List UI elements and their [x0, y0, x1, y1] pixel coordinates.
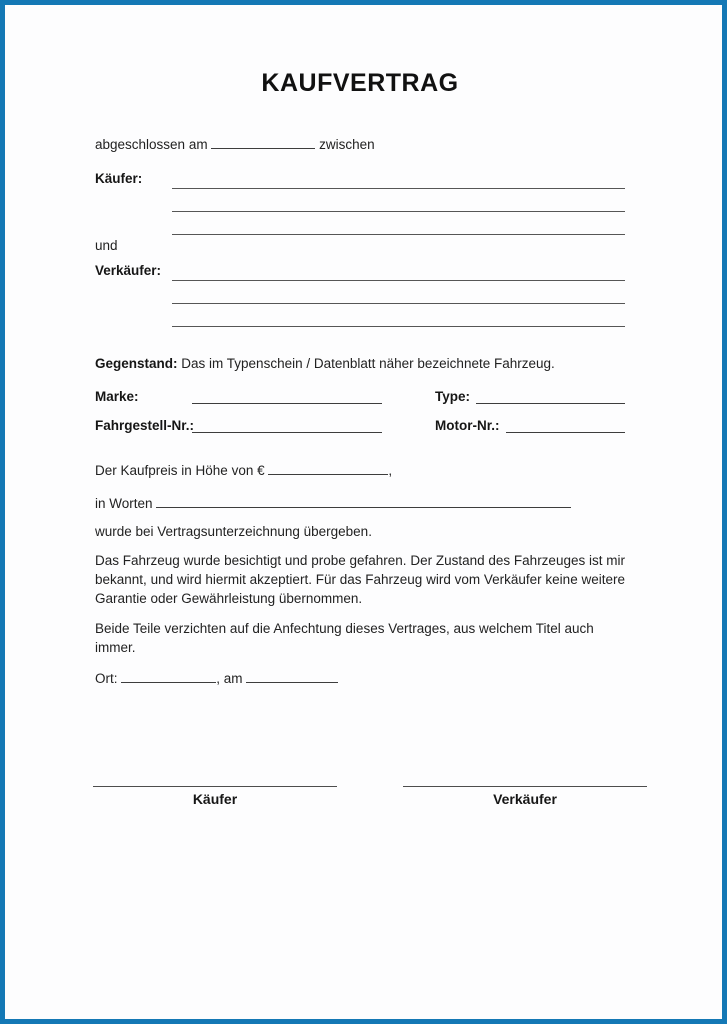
subject-label: Gegenstand: [95, 356, 178, 371]
seller-row-1 [95, 258, 625, 281]
subject-line [95, 355, 625, 373]
buyer-fill-line-3 [172, 211, 625, 235]
marke-label: Marke: [95, 389, 139, 404]
document-title: KAUFVERTRAG [261, 69, 459, 97]
vehicle-row-marke-type [95, 387, 625, 404]
buyer-signature-line [93, 786, 337, 787]
buyer-section [95, 166, 625, 235]
price-in-words-line [95, 494, 625, 512]
connector-text: und [95, 238, 118, 253]
subject-text: Das im Typenschein / Datenblatt näher bezeichnete Fahrzeug. [181, 356, 555, 371]
buyer-fill-line-1 [172, 165, 625, 189]
seller-row-2 [95, 281, 625, 304]
motor-label: Motor-Nr.: [435, 418, 500, 433]
price-text-before: Der Kaufpreis in Höhe von € [95, 463, 265, 478]
waiver-clause: Beide Teile verzichten auf die Anfechtung dieses Vertrages, aus welchem Titel auch immer. [95, 621, 594, 655]
buyer-signature-label: Käufer [192, 791, 238, 807]
seller-section [95, 258, 625, 327]
seller-fill-line-3 [172, 303, 625, 327]
seller-fill-line-1 [172, 257, 625, 281]
intro-text-before: abgeschlossen am [95, 137, 208, 152]
buyer-fill-line-2 [172, 188, 625, 212]
price-fill-line [268, 461, 388, 475]
place-date-line [95, 669, 625, 687]
buyer-row-2 [95, 189, 625, 212]
seller-label: Verkäufer: [95, 263, 162, 278]
fahrgestell-label: Fahrgestell-Nr.: [95, 418, 195, 433]
intro-text-after: zwischen [319, 137, 375, 152]
date-fill-line-2 [246, 669, 338, 683]
words-label: in Worten [95, 496, 153, 511]
intro-line [95, 135, 625, 153]
seller-signature-label: Verkäufer [493, 791, 557, 807]
price-text-after: , [388, 463, 393, 478]
seller-signature-block [403, 786, 647, 807]
seller-row-3 [95, 304, 625, 327]
words-fill-line [156, 494, 571, 508]
fahrgestell-fill-line [192, 419, 382, 433]
buyer-signature-block [93, 786, 337, 807]
date-fill-line [211, 135, 315, 149]
type-label: Type: [435, 389, 471, 404]
ort-fill-line [121, 669, 216, 683]
handover-text: wurde bei Vertragsunterzeichnung übergeben. [95, 524, 372, 539]
buyer-row-3 [95, 212, 625, 235]
buyer-label: Käufer: [95, 171, 143, 186]
vehicle-row-fahrgestell-motor [95, 416, 625, 433]
price-line [95, 461, 625, 479]
type-fill-line [476, 390, 625, 404]
seller-signature-line [403, 786, 647, 787]
document-content [5, 69, 722, 687]
marke-fill-line [192, 390, 382, 404]
motor-fill-line [506, 419, 626, 433]
seller-fill-line-2 [172, 280, 625, 304]
buyer-row-1 [95, 166, 625, 189]
condition-clause: Das Fahrzeug wurde besichtigt und probe gefahren. Der Zustand des Fahrzeuges ist mir bekannt, und wird hiermit akzeptiert. Für das Fahrzeug wird vom Verkäufer keine weitere Garantie oder Gewährleistung übernommen. [95, 553, 625, 606]
am-label: , am [216, 671, 243, 686]
ort-label: Ort: [95, 671, 118, 686]
